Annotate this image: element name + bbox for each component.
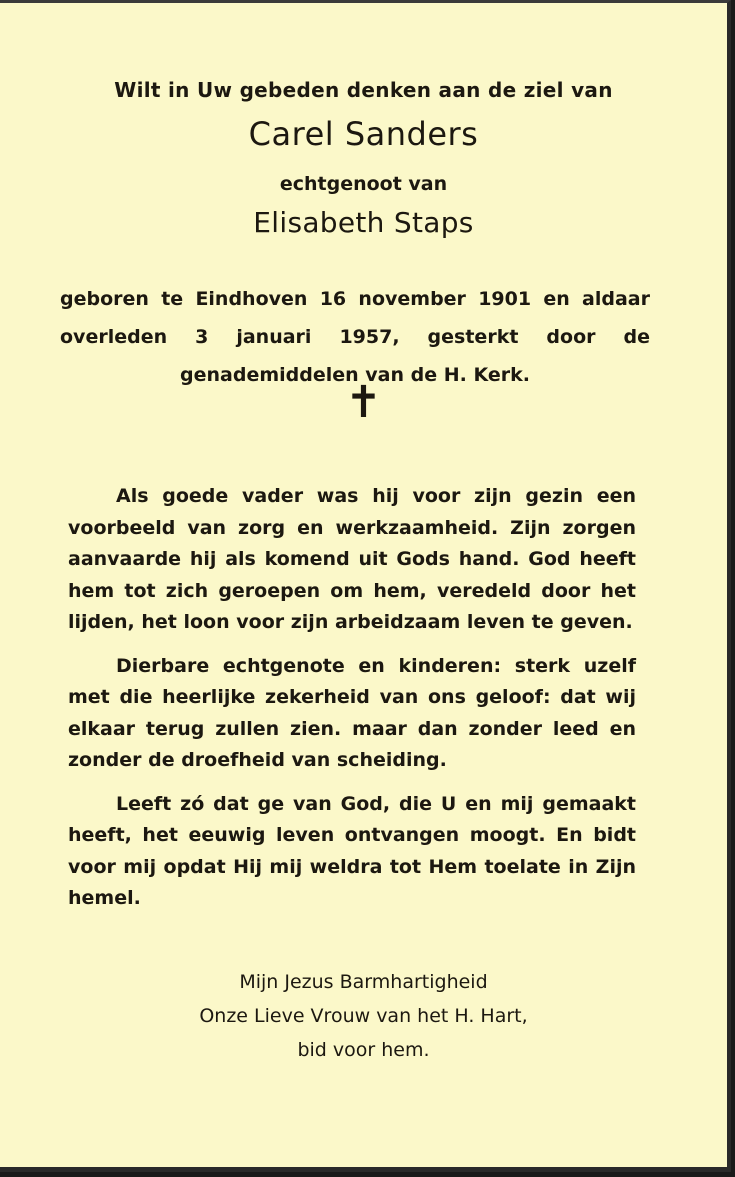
paragraph-father: Als goede vader was hij voor zijn gezin een voorbeeld van zorg en werkzaamheid. Zijn zorgen aanvaarde hij als komend uit Gods hand. God heeft hem tot zich geroepen om hem, veredeld door het lijden, het loon voor zijn arbeidzaam leven te geven. <box>68 485 636 633</box>
spouse-of-label: echtgenoot van <box>279 173 448 195</box>
deceased-name: Carel Sanders <box>248 115 479 153</box>
closing-prayer <box>0 965 727 1067</box>
cross-icon: ✝ <box>345 377 382 428</box>
memorial-text <box>68 481 636 927</box>
paragraph-prayer: Leeft zó dat ge van God, die U en mij gemaakt heeft, het eeuwig leven ontvangen moogt. En bidt voor mij opdat Hij mij weldra tot Hem toelate in Zijn hemel. <box>68 792 636 909</box>
paragraph-family: Dierbare echtgenote en kinderen: sterk uzelf met die heerlijke zekerheid van ons geloof: dat wij elkaar terug zullen zien. maar dan zonder leed en zonder de droefheid van scheiding. <box>68 654 636 771</box>
closing-line-3: bid voor hem. <box>297 1039 430 1061</box>
closing-line-2: Onze Lieve Vrouw van het H. Hart, <box>199 1005 528 1027</box>
closing-line-1: Mijn Jezus Barmhartigheid <box>239 971 488 993</box>
intro-line: Wilt in Uw gebeden denken aan de ziel van <box>114 78 613 102</box>
spouse-name: Elisabeth Staps <box>253 206 474 239</box>
birth-death-text: geboren te Eindhoven 16 november 1901 en aldaar overleden 3 januari 1957, gesterkt door de genademiddelen van de H. Kerk. <box>60 288 650 386</box>
